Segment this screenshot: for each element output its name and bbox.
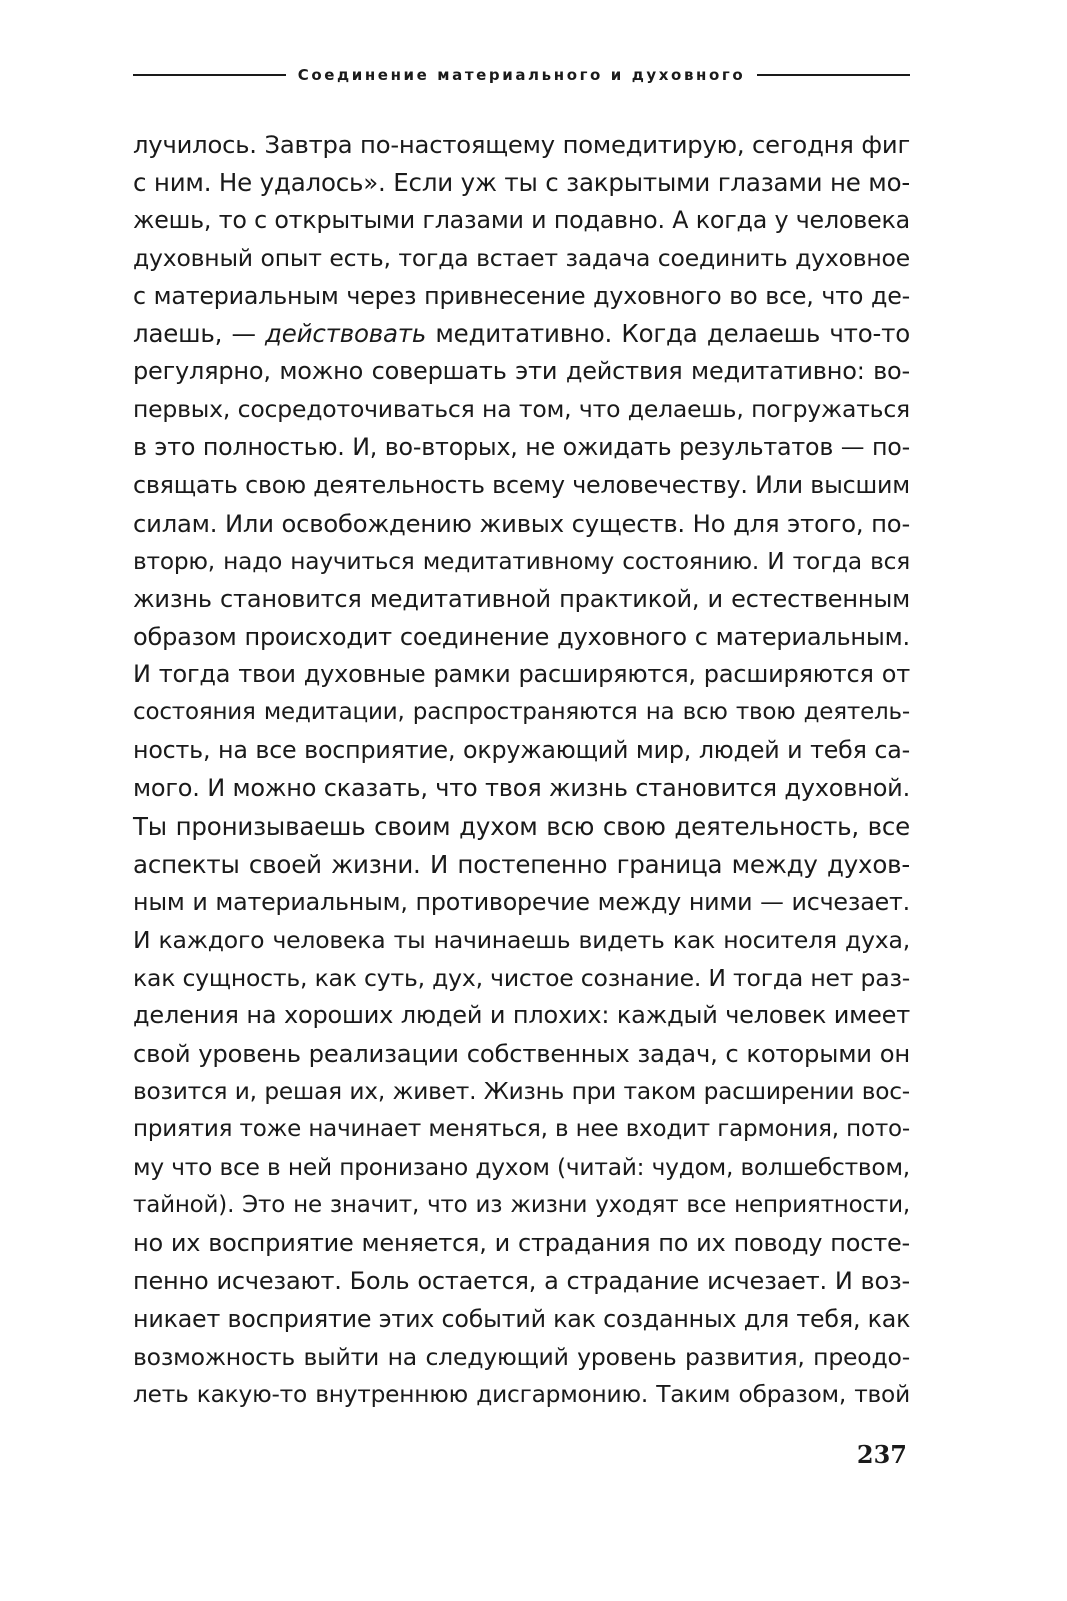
text-line: с ним. Не удалось». Если уж ты с закрытыми глазами не мо-	[133, 167, 910, 197]
text-line: приятия тоже начинает меняться, в нее входит гармония, пото-	[133, 1116, 910, 1143]
header-title: Соединение материального и духовного	[297, 66, 746, 84]
text-line: состояния медитации, распространяются на всю твою деятель-	[133, 699, 910, 726]
text-line: ность, на все восприятие, окружающий мир, людей и тебя са-	[133, 736, 910, 765]
text-line: в это полностью. И, во-вторых, не ожидать результатов — по-	[133, 433, 910, 462]
text-line: но их восприятие меняется, и страдания по их поводу посте-	[133, 1228, 910, 1257]
header-rule-right	[757, 74, 910, 76]
text-segment: медитативно. Когда делаешь что-то	[426, 319, 911, 349]
text-line: тайной). Это не значит, что из жизни уходят все неприятности,	[133, 1191, 910, 1218]
text-line: жешь, то с открытыми глазами и подавно. А когда у человека	[133, 205, 910, 234]
text-line: вторю, надо научиться медитативному состоянию. И тогда вся	[133, 547, 910, 575]
text-segment: лаешь, —	[133, 319, 266, 349]
text-line: духовный опыт есть, тогда встает задача соединить духовное	[133, 243, 910, 272]
text-line: ным и материальным, противоречие между ними — исчезает.	[133, 887, 910, 916]
text-line: первых, сосредоточиваться на том, что делаешь, погружаться	[133, 395, 910, 424]
running-header	[133, 60, 910, 90]
text-line: лучилось. Завтра по-настоящему помедитирую, сегодня фиг	[133, 130, 910, 159]
header-rule-left	[133, 74, 286, 76]
page-number: 237	[856, 1440, 907, 1469]
text-line: регулярно, можно совершать эти действия медитативно: во-	[133, 357, 910, 386]
text-line: свой уровень реализации собственных задач, с которыми он	[133, 1039, 910, 1069]
text-line: как сущность, как суть, дух, чистое сознание. И тогда нет раз-	[133, 963, 911, 992]
text-line: му что все в ней пронизано духом (читай: чудом, волшебством,	[133, 1154, 910, 1182]
text-line: Ты пронизываешь своим духом всю свою деятельность, все	[133, 812, 910, 842]
text-line: с материальным через привнесение духовного во все, что де-	[133, 281, 910, 310]
text-line: деления на хороших людей и плохих: каждый человек имеет	[133, 1001, 910, 1030]
text-line: возможность выйти на следующий уровень развития, преодо-	[133, 1342, 910, 1371]
text-line: никает восприятие этих событий как созданных для тебя, как	[133, 1304, 911, 1333]
body-text	[133, 126, 910, 1414]
text-line: возится и, решая их, живет. Жизнь при таком расширении вос-	[133, 1078, 910, 1106]
emphasized-word: действовать	[265, 319, 427, 349]
text-line: пенно исчезают. Боль остается, а страдание исчезает. И воз-	[133, 1266, 910, 1295]
text-line: свящать свою деятельность всему человечеству. Или высшим	[133, 471, 910, 500]
text-line	[133, 315, 910, 353]
text-line: И тогда твои духовные рамки расширяются, расширяются от	[133, 660, 910, 689]
text-line: мого. И можно сказать, что твоя жизнь становится духовной.	[133, 774, 910, 803]
text-line: образом происходит соединение духовного с материальным.	[133, 622, 910, 651]
text-line: леть какую-то внутреннюю дисгармонию. Таким образом, твой	[133, 1381, 910, 1409]
text-line: И каждого человека ты начинаешь видеть как носителя духа,	[133, 925, 910, 954]
text-line: аспекты своей жизни. И постепенно граница между духов-	[133, 849, 910, 879]
text-line: жизнь становится медитативной практикой, и естественным	[133, 584, 910, 613]
text-line: силам. Или освобождению живых существ. Но для этого, по-	[133, 508, 910, 538]
